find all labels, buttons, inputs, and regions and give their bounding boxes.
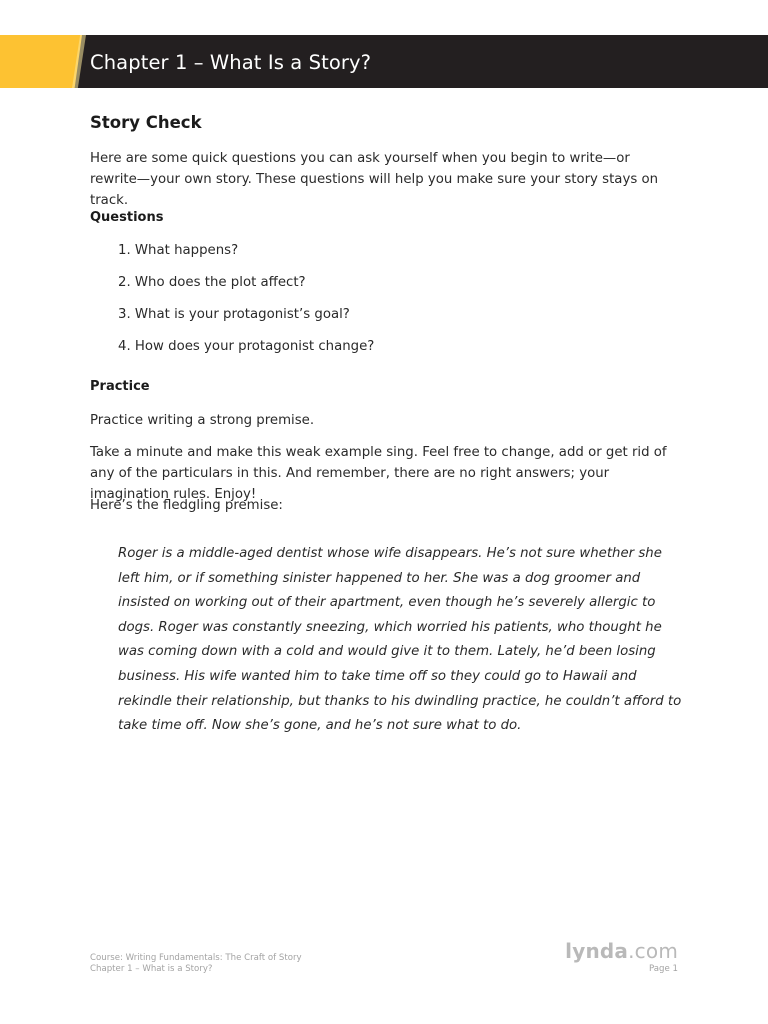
question-item: 1. What happens? (118, 243, 239, 258)
practice-instruction: Practice writing a strong premise. (90, 413, 315, 428)
header-accent-tab (0, 35, 82, 88)
practice-description: Take a minute and make this weak example sing. Feel free to change, add or get rid of any of the particulars in this. And remember, there are no right answers; your imagination rules. Enjoy! (90, 445, 667, 502)
logo-wordmark: lynda (565, 939, 629, 963)
questions-heading: Questions (90, 210, 164, 225)
footer-branding (565, 939, 678, 975)
footer-course-info (90, 953, 302, 975)
question-item: 4. How does your protagonist change? (118, 339, 375, 354)
footer-chapter: Chapter 1 – What is a Story? (90, 964, 213, 974)
page-number: Page 1 (648, 964, 678, 974)
footer-course: Course: Writing Fundamentals: The Craft of Story (90, 953, 302, 963)
logo-suffix: .com (628, 939, 678, 963)
questions-list (90, 241, 374, 369)
premise-intro: Here’s the fledgling premise: (90, 498, 283, 513)
intro-paragraph: Here are some quick questions you can ask yourself when you begin to write—or rewrite—your own story. These questions will help you make sure your story stays on track. (90, 151, 659, 208)
question-item: 2. Who does the plot affect? (118, 275, 306, 290)
lynda-logo (565, 939, 678, 963)
chapter-title: Chapter 1 – What Is a Story? (90, 51, 372, 74)
practice-heading: Practice (90, 379, 150, 394)
section-title: Story Check (90, 113, 202, 132)
question-item: 3. What is your protagonist’s goal? (118, 307, 350, 322)
premise-quote: Roger is a middle-aged dentist whose wife disappears. He’s not sure whether she left him, or if something sinister happened to her. She was a dog groomer and insisted on working out of their apartment, even though he’s severely allergic to dogs. Roger was constantly sneezing, which worried his patients, who thought he was coming down with a cold and would give it to them. Lately, he’d been losing business. His wife wanted him to take time off so they could go to Hawaii and rekindle their relationship, but thanks to his dwindling practice, he couldn’t afford to take time off. Now she’s gone, and he’s not sure what to do. (118, 546, 682, 734)
